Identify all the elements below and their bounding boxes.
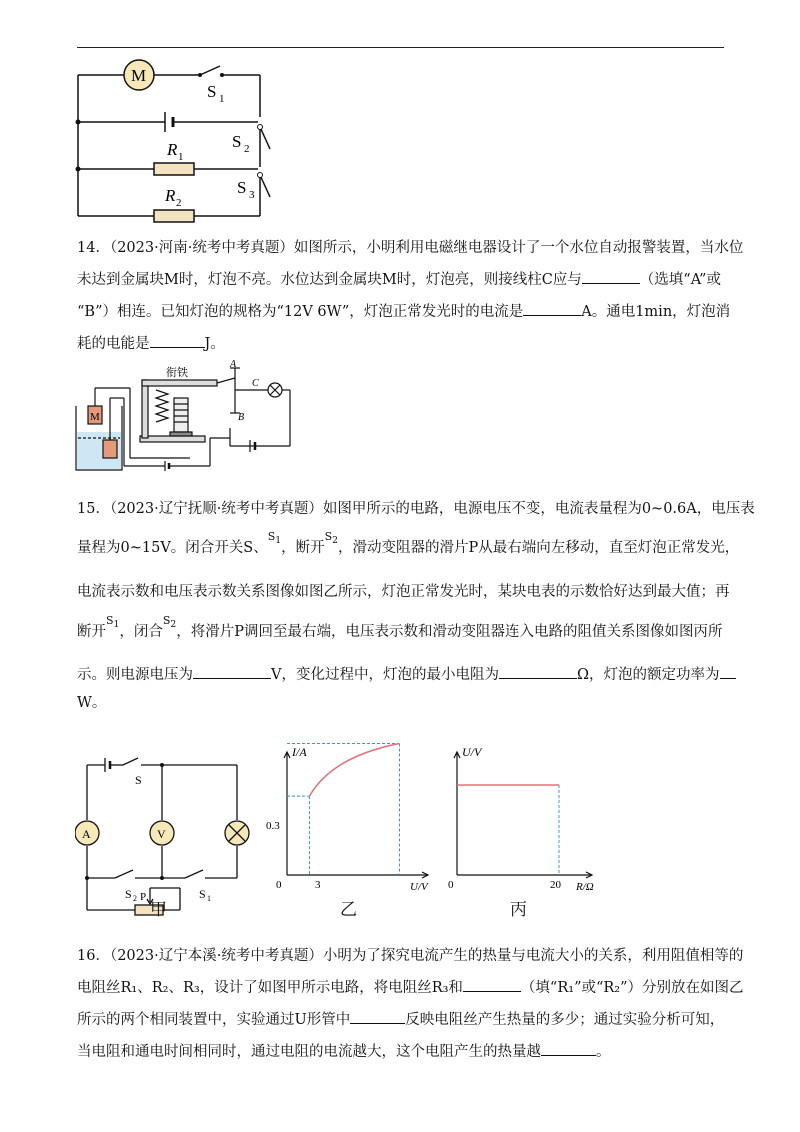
metal-m-label: M bbox=[90, 411, 100, 423]
bing-xtick-20: 20 bbox=[550, 879, 561, 891]
q14-line2 bbox=[77, 264, 725, 296]
q15-line4c: ，将滑片P调回至最右端，电压表示数和滑动变阻器连入电路的阻值关系图像如图丙所 bbox=[176, 624, 723, 641]
q15-line5b: V，变化过程中，灯泡的最小电阻为 bbox=[271, 667, 499, 684]
q15-line4a: 断开 bbox=[77, 624, 106, 641]
q15-s2-sub: 2 bbox=[332, 535, 338, 547]
q14-line3a: “B”）相连。已知灯泡的规格为“12V 6W”，灯泡正常发光时的电流是 bbox=[77, 304, 524, 320]
s1-sub: 1 bbox=[219, 93, 225, 105]
r1-sub: 1 bbox=[178, 151, 184, 163]
slider-p-label: P bbox=[140, 891, 147, 903]
q15-graph-bing bbox=[440, 740, 605, 895]
switch-s1-sub: 1 bbox=[207, 894, 211, 903]
q15-line2b: ，断开 bbox=[281, 540, 325, 556]
bing-ylabel: U/V bbox=[462, 745, 482, 759]
q16-line4 bbox=[77, 1036, 725, 1068]
armature-label: 衔铁 bbox=[166, 367, 188, 379]
q14-blank-1[interactable] bbox=[582, 269, 640, 284]
q15-circuit-jia bbox=[75, 750, 260, 920]
q15-line4b: ，闭合 bbox=[119, 624, 163, 641]
caption-jia: 甲 bbox=[150, 900, 167, 920]
s3-label: S bbox=[237, 178, 247, 197]
q15-line5 bbox=[77, 660, 725, 690]
q15-line2a: 量程为0~15V。闭合开关S、 bbox=[77, 540, 268, 556]
contact-a-label: A bbox=[230, 359, 237, 370]
q14-blank-3[interactable] bbox=[150, 333, 205, 348]
q15-s1-sub-2: 1 bbox=[113, 619, 120, 631]
bing-origin: 0 bbox=[448, 879, 454, 891]
q14-line2a: 未达到金属块M时，灯泡不亮。水位达到金属块M时，灯泡亮，则接线柱C应与 bbox=[77, 272, 582, 288]
q16-blank-3[interactable] bbox=[541, 1041, 596, 1056]
q14-line3b: A。通电1min，灯泡消 bbox=[581, 304, 731, 320]
q16-line4b: 。 bbox=[596, 1044, 611, 1060]
q15-blank-1[interactable] bbox=[193, 664, 271, 679]
yi-origin: 0 bbox=[276, 879, 282, 891]
q15-line2 bbox=[77, 526, 740, 575]
motor-label: M bbox=[131, 66, 147, 85]
yi-curve bbox=[310, 744, 400, 797]
yi-ytick-0.3: 0.3 bbox=[266, 820, 280, 832]
ammeter-label: A bbox=[82, 827, 91, 841]
q15-line5a: 示。则电源电压为 bbox=[77, 667, 193, 684]
q15-line4 bbox=[77, 609, 725, 660]
q15-s2-ref bbox=[324, 530, 338, 547]
yi-xtick-3: 3 bbox=[315, 879, 321, 891]
q16-line3 bbox=[77, 1004, 725, 1036]
q14-relay-figure bbox=[70, 358, 295, 473]
q15-s1-ref bbox=[267, 530, 282, 547]
q14-line2b: （选填“A”或 bbox=[639, 272, 721, 288]
header-rule bbox=[77, 47, 724, 48]
top-circuit-figure bbox=[70, 55, 290, 225]
q15-line5c: Ω，灯泡的额定功率为 bbox=[576, 667, 720, 684]
s2-label: S bbox=[232, 132, 242, 151]
r2-sub: 2 bbox=[176, 197, 182, 209]
q15-line2c: ，滑动变阻器的滑片P从最右端向左移动，直至灯泡正常发光， bbox=[337, 540, 740, 556]
caption-yi: 乙 bbox=[340, 900, 357, 920]
yi-xlabel: U/V bbox=[410, 881, 428, 893]
contact-b-label: B bbox=[238, 412, 245, 423]
q15-s1-letter: S bbox=[267, 530, 276, 543]
question-16 bbox=[77, 940, 744, 1068]
q16-line2b: （填“R₁”或“R₂”）分别放在如图乙 bbox=[520, 980, 744, 996]
q16-blank-1[interactable] bbox=[463, 977, 521, 992]
switch-s1-label: S bbox=[199, 887, 206, 901]
q14-line3 bbox=[77, 296, 731, 328]
q15-s2-letter-2: S bbox=[162, 614, 171, 628]
r1-label: R bbox=[167, 140, 178, 159]
q15-line1: 15．（2023·辽宁抚顺·统考中考真题）如图甲所示的电路，电源电压不变，电流表量程为0~0.6A，电压表 bbox=[77, 501, 755, 517]
switch-s2-label: S bbox=[125, 887, 132, 901]
q15-blank-2[interactable] bbox=[499, 664, 577, 679]
q16-line4a: 当电阻和通电时间相同时，通过电阻的电流越大，这个电阻产生的热量越 bbox=[77, 1044, 541, 1060]
switch-s2-sub: 2 bbox=[133, 894, 137, 903]
yi-ylabel: I/A bbox=[292, 745, 307, 759]
q14-blank-2[interactable] bbox=[523, 301, 581, 316]
q15-blank-3[interactable] bbox=[720, 664, 736, 679]
q16-line3b: 反映电阻丝产生热量的多少；通过实验分析可知， bbox=[405, 1012, 725, 1028]
s3-sub: 3 bbox=[249, 189, 255, 201]
q15-s2-ref-2 bbox=[162, 614, 177, 631]
q16-line2 bbox=[77, 972, 744, 1004]
q15-s2-letter: S bbox=[324, 530, 333, 543]
s2-sub: 2 bbox=[244, 143, 250, 155]
q14-line4a: 耗的电能是 bbox=[77, 336, 150, 352]
switch-s-label: S bbox=[135, 773, 142, 787]
question-14 bbox=[77, 232, 744, 360]
q14-line4 bbox=[77, 328, 725, 360]
q15-s1-letter-2: S bbox=[106, 614, 114, 628]
q16-line3a: 所示的两个相同装置中，实验通过U形管中 bbox=[77, 1012, 351, 1028]
q16-blank-2[interactable] bbox=[350, 1009, 405, 1024]
q15-line6: W。 bbox=[77, 695, 107, 712]
q15-graph-yi bbox=[260, 740, 440, 895]
voltmeter-label: V bbox=[157, 827, 166, 841]
bing-xlabel: R/Ω bbox=[576, 881, 594, 893]
s1-label: S bbox=[207, 82, 217, 101]
r2-label: R bbox=[165, 186, 176, 205]
q15-s1-ref-2 bbox=[106, 614, 120, 631]
q16-line1: 16．（2023·辽宁本溪·统考中考真题）小明为了探究电流产生的热量与电流大小的关系，利用阻值相等的 bbox=[77, 948, 744, 964]
q14-line1: 14．（2023·河南·统考中考真题）如图所示，小明利用电磁继电器设计了一个水位自动报警装置，当水位 bbox=[77, 240, 744, 256]
q16-line2a: 电阻丝R₁、R₂、R₃，设计了如图甲所示电路，将电阻丝R₃和 bbox=[77, 980, 463, 996]
q15-line3: 电流表示数和电压表示数关系图像如图乙所示，灯泡正常发光时，某块电表的示数恰好达到最大值；再 bbox=[77, 584, 730, 601]
question-15 bbox=[77, 492, 755, 716]
q14-line4b: J。 bbox=[204, 336, 225, 352]
q15-s2-sub-2: 2 bbox=[170, 619, 177, 631]
terminal-c-label: C bbox=[252, 378, 259, 389]
q15-s1-sub: 1 bbox=[275, 535, 282, 547]
caption-bing: 丙 bbox=[510, 900, 527, 920]
